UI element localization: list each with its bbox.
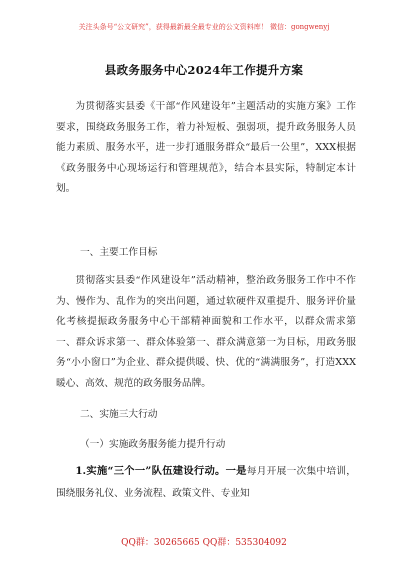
- point-one-lead-2: 一是: [225, 465, 247, 477]
- document-title: 县政务服务中心2024年工作提升方案: [104, 63, 304, 77]
- header-notice: 关注头条号“公文研究”，获得最新最全最专业的公文资料库！ 微信：gongwenyj: [78, 23, 330, 31]
- point-one-paragraph: [56, 460, 356, 505]
- point-one-text: 每月开展一次集中培训，围绕服务礼仪、业务流程、政策文件、专业知: [56, 466, 356, 499]
- subsection-heading-capability: （一）实施政务服务能力提升行动: [80, 439, 226, 450]
- intro-paragraph: 为贯彻落实县委《干部“作风建设年”主题活动的实施方案》工作要求，围绕政务服务工作，着力补短板、强弱项，提升政务服务人员能力素质、服务水平，进一步打通服务群众“最后一公里”，XXX根据《政务服务中心现场运行和管理规范》，结合本县实际，特制定本计划。: [56, 101, 356, 194]
- section-heading-goals: 一、主要工作目标: [80, 247, 158, 258]
- section-heading-actions: 二、实施三大行动: [80, 409, 158, 420]
- point-one-lead: 1.实施“三个一”队伍建设行动。: [75, 465, 226, 477]
- footer-contact: QQ群：30265665 QQ群：535304092: [121, 538, 287, 548]
- goals-paragraph: 贯彻落实县委“作风建设年”活动精神，整治政务服务工作中不作为、慢作为、乱作为的突出问题，通过软硬件双重提升、服务评价量化考核提振政务服务中心干部精神面貌和工作水平，以群众需求第一、群众诉求第一、群众体验第一、群众满意第一为目标，用政务服务“小小窗口”为企业、群众提供暖、快、优的“满满服务”，打造XXX暖心、高效、规范的政务服务品牌。: [56, 275, 356, 389]
